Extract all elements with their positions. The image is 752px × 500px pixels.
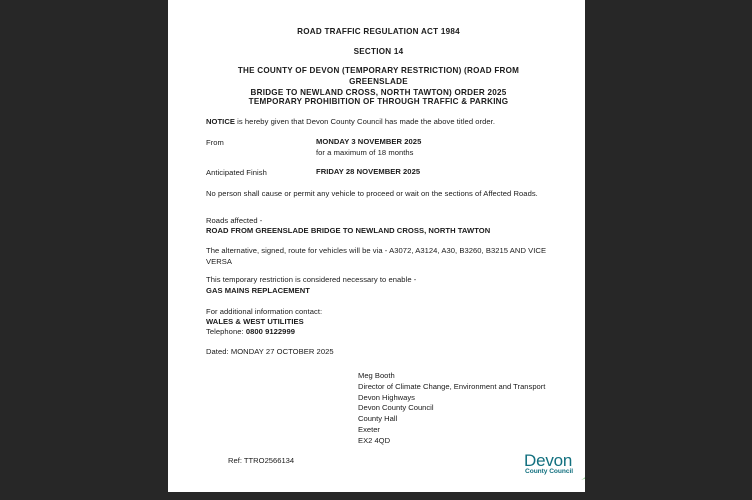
heading-order-title: [214, 66, 543, 99]
notice-document-page: [168, 0, 585, 492]
signatory-authority: Devon County Council: [358, 403, 434, 413]
from-label: From: [206, 138, 224, 147]
alternative-route-paragraph: The alternative, signed, route for vehicles will be via - A3072, A3124, A30, B3260, B3215 AND VICE VERSA: [206, 246, 547, 266]
logo-secondary-text: County Council: [525, 468, 574, 475]
telephone-label: Telephone:: [206, 327, 246, 336]
anticipated-finish-value: FRIDAY 28 NOVEMBER 2025: [316, 167, 421, 176]
logo-primary-text: Devon: [524, 451, 573, 470]
roads-affected-value: ROAD FROM GREENSLADE BRIDGE TO NEWLAND CROSS, NORTH TAWTON: [206, 226, 491, 235]
prohibition-paragraph: No person shall cause or permit any vehicle to proceed or wait on the sections of Affected Roads.: [206, 189, 538, 198]
dated-line: Dated: MONDAY 27 OCTOBER 2025: [206, 347, 334, 356]
anticipated-finish-label: Anticipated Finish: [206, 168, 267, 177]
reason-label: This temporary restriction is considered necessary to enable -: [206, 275, 417, 284]
telephone-number: 0800 9122999: [245, 327, 295, 336]
contact-organisation: WALES & WEST UTILITIES: [206, 317, 304, 326]
signatory-block: [358, 371, 553, 446]
notice-body-text: is hereby given that Devon County Council has made the above titled order.: [235, 117, 495, 126]
heading-section: SECTION 14: [353, 47, 404, 56]
signatory-department: Devon Highways: [358, 392, 415, 402]
contact-label: For additional information contact:: [206, 307, 323, 316]
heading-act: ROAD TRAFFIC REGULATION ACT 1984: [297, 27, 460, 36]
roads-affected-label: Roads affected -: [206, 216, 263, 225]
from-value: MONDAY 3 NOVEMBER 2025: [316, 137, 422, 146]
devon-county-council-logo: [524, 450, 585, 486]
signatory-city: Exeter: [358, 424, 380, 434]
notice-bold-prefix: NOTICE: [206, 117, 235, 126]
reference-number: Ref: TTRO2566134: [228, 456, 295, 465]
heading-subject: TEMPORARY PROHIBITION OF THROUGH TRAFFIC & PARKING: [248, 97, 509, 106]
contact-telephone: [206, 327, 551, 338]
from-duration-note: for a maximum of 18 months: [316, 148, 414, 157]
signatory-title: Director of Climate Change, Environment and Transport: [358, 381, 546, 391]
signatory-postcode: EX2 4QD: [358, 435, 391, 445]
order-title-line-1: THE COUNTY OF DEVON (TEMPORARY RESTRICTION) (ROAD FROM GREENSLADE: [237, 66, 520, 86]
signatory-building: County Hall: [358, 414, 398, 424]
leaf-icon: [580, 449, 585, 481]
order-title-line-2: BRIDGE TO NEWLAND CROSS, NORTH TAWTON) ORDER 2025: [250, 87, 507, 97]
reason-value: GAS MAINS REPLACEMENT: [206, 286, 310, 295]
signatory-name: Meg Booth: [358, 371, 395, 380]
notice-paragraph: [206, 117, 551, 128]
